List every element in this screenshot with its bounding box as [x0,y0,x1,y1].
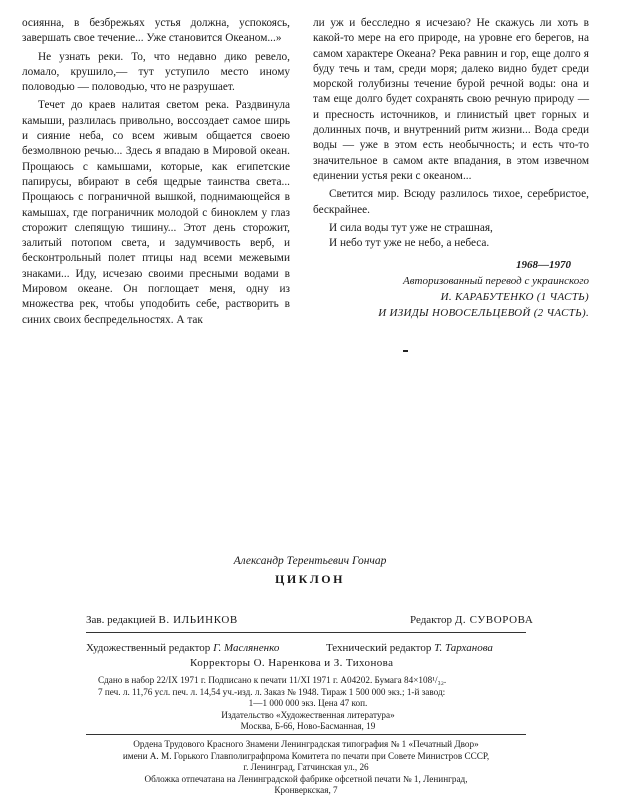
publisher: Издательство «Художественная литература» [221,709,395,720]
cover-line: Обложка отпечатана на Ленинградской фабрике офсетной печати № 1, Ленинград, [144,773,468,784]
chief-label: Зав. редакцией [86,614,156,626]
translator-line: И. КАРАБУТЕНКО (1 ЧАСТЬ) [440,291,589,304]
tech-editor-label: Технический редактор [326,642,432,654]
chief-editor-line [86,614,238,626]
print-line: 7 печ. л. 11,76 усл. печ. л. 14,54 уч.-изд. л. Заказ № 1948. Тираж 1 500 000 экз.; 1-й завод: [98,686,446,697]
art-editor-name: Г. Масляненко [213,642,280,654]
chief-name: В. ИЛЬИНКОВ [158,614,238,626]
verse-line: И небо тут уже не небо, а небеса. [329,237,490,250]
date: 1968—1970 [516,259,571,272]
print-line: 1—1 000 000 экз. Цена 47 коп. [248,698,368,708]
tech-editor-line [326,642,493,654]
editor-name: Д. СУВОРОВА [454,614,534,626]
divider [86,734,526,735]
art-editor-line [86,642,279,654]
proofreaders: Корректоры О. Наренкова и З. Тихонова [190,657,394,669]
art-editor-label: Художественный редактор [86,642,211,654]
dash-mark [403,350,408,352]
editor-line [410,614,533,626]
cover-line: Кронверкская, 7 [274,785,338,795]
author-name: Александр Терентьевич Гончар [233,555,387,567]
printer-line: Ордена Трудового Красного Знамени Ленинградская типография № 1 «Печатный Двор» [133,739,479,749]
translator-line: И ИЗИДЫ НОВОСЕЛЬЦЕВОЙ (2 ЧАСТЬ). [378,307,589,320]
colophon [0,555,620,587]
printer-line: имени А. М. Горького Главполиграфпрома Комитета по печати при Совете Министров СССР, [122,750,490,761]
editor-label: Редактор [410,614,453,626]
print-details [98,675,518,733]
printer-line: г. Ленинград, Гатчинская ул., 26 [243,762,369,772]
right-column [313,16,589,321]
paragraph: осиянна, в безбрежьях устья должна, успокоясь, завершать свое течение... Уже становится Океаном...» [22,17,290,45]
verse-line: И сила воды тут уже не страшная, [329,221,493,234]
signature-block [313,257,589,321]
book-title: ЦИКЛОН [275,572,345,586]
tech-editor-name: Т. Тарханова [434,642,493,654]
paragraph: Не узнать реки. То, что недавно дико ревело, ломало, крушило,— тут уступило место иному половодью — половодью, что не разрушает. [22,50,290,94]
printer-details [86,739,526,797]
paragraph: Течет до краев налитая светом река. Раздвинула камыши, разлилась привольно, воссоздает самое ширь и сияние неба, со всем живым общается своею безмолвною речью... Здесь я впадаю в Мировой океан. Прощаюсь с камышами, которые, как египетские папирусы, вбирают в себя щедрые таинства света... Прощаюсь с пограничной вышкой, поднимающейся в камышах, где пограничник молодой с биноклем у глаз сторожит слепящую тишину... Этот день сторожит, залитый потопом света, и задумчивость верб, и бесконтрольный полет птицы над всеми межевыми знаками... Иду, исчезаю своими пресными водами в Мировом океане. Он поглощает меня, одну из множества рек, чтобы уподобить себе, растворить в синих своих беспредельностях. А так [22,99,290,326]
paragraph: ли уж и бесследно я исчезаю? Не скажусь ли хоть в какой-то мере на его природе, на уровне его берегов, на самом характере Океана? Река равнин и гор, еще долго я буду течь и там, среди моря; далеко видно будет среди морской голубизны течение бурой речной воды: она и там еще долго будет сохранять свою речную природу — и пресность источников, и глинистый цвет горных и долинных почв, и внутренний ритм жизни... Вода среди воды — уже в этом есть необычность; и есть что-то значительное в самом акте впадания, в этом извечном единении устья реки с океаном... [313,17,589,182]
paragraph: Светится мир. Всюду разлилось тихое, серебристое, бескрайнее. [313,188,589,216]
translation-note: Авторизованный перевод с украинского [403,275,589,288]
left-column [22,16,290,328]
publisher-address: Москва, Б-66, Ново-Басманная, 19 [240,721,376,731]
print-line: Сдано в набор 22/IX 1971 г. Подписано к печати 11/XI 1971 г. А04202. Бумага 84×108¹/₃₂. [98,675,447,685]
divider [86,632,526,633]
